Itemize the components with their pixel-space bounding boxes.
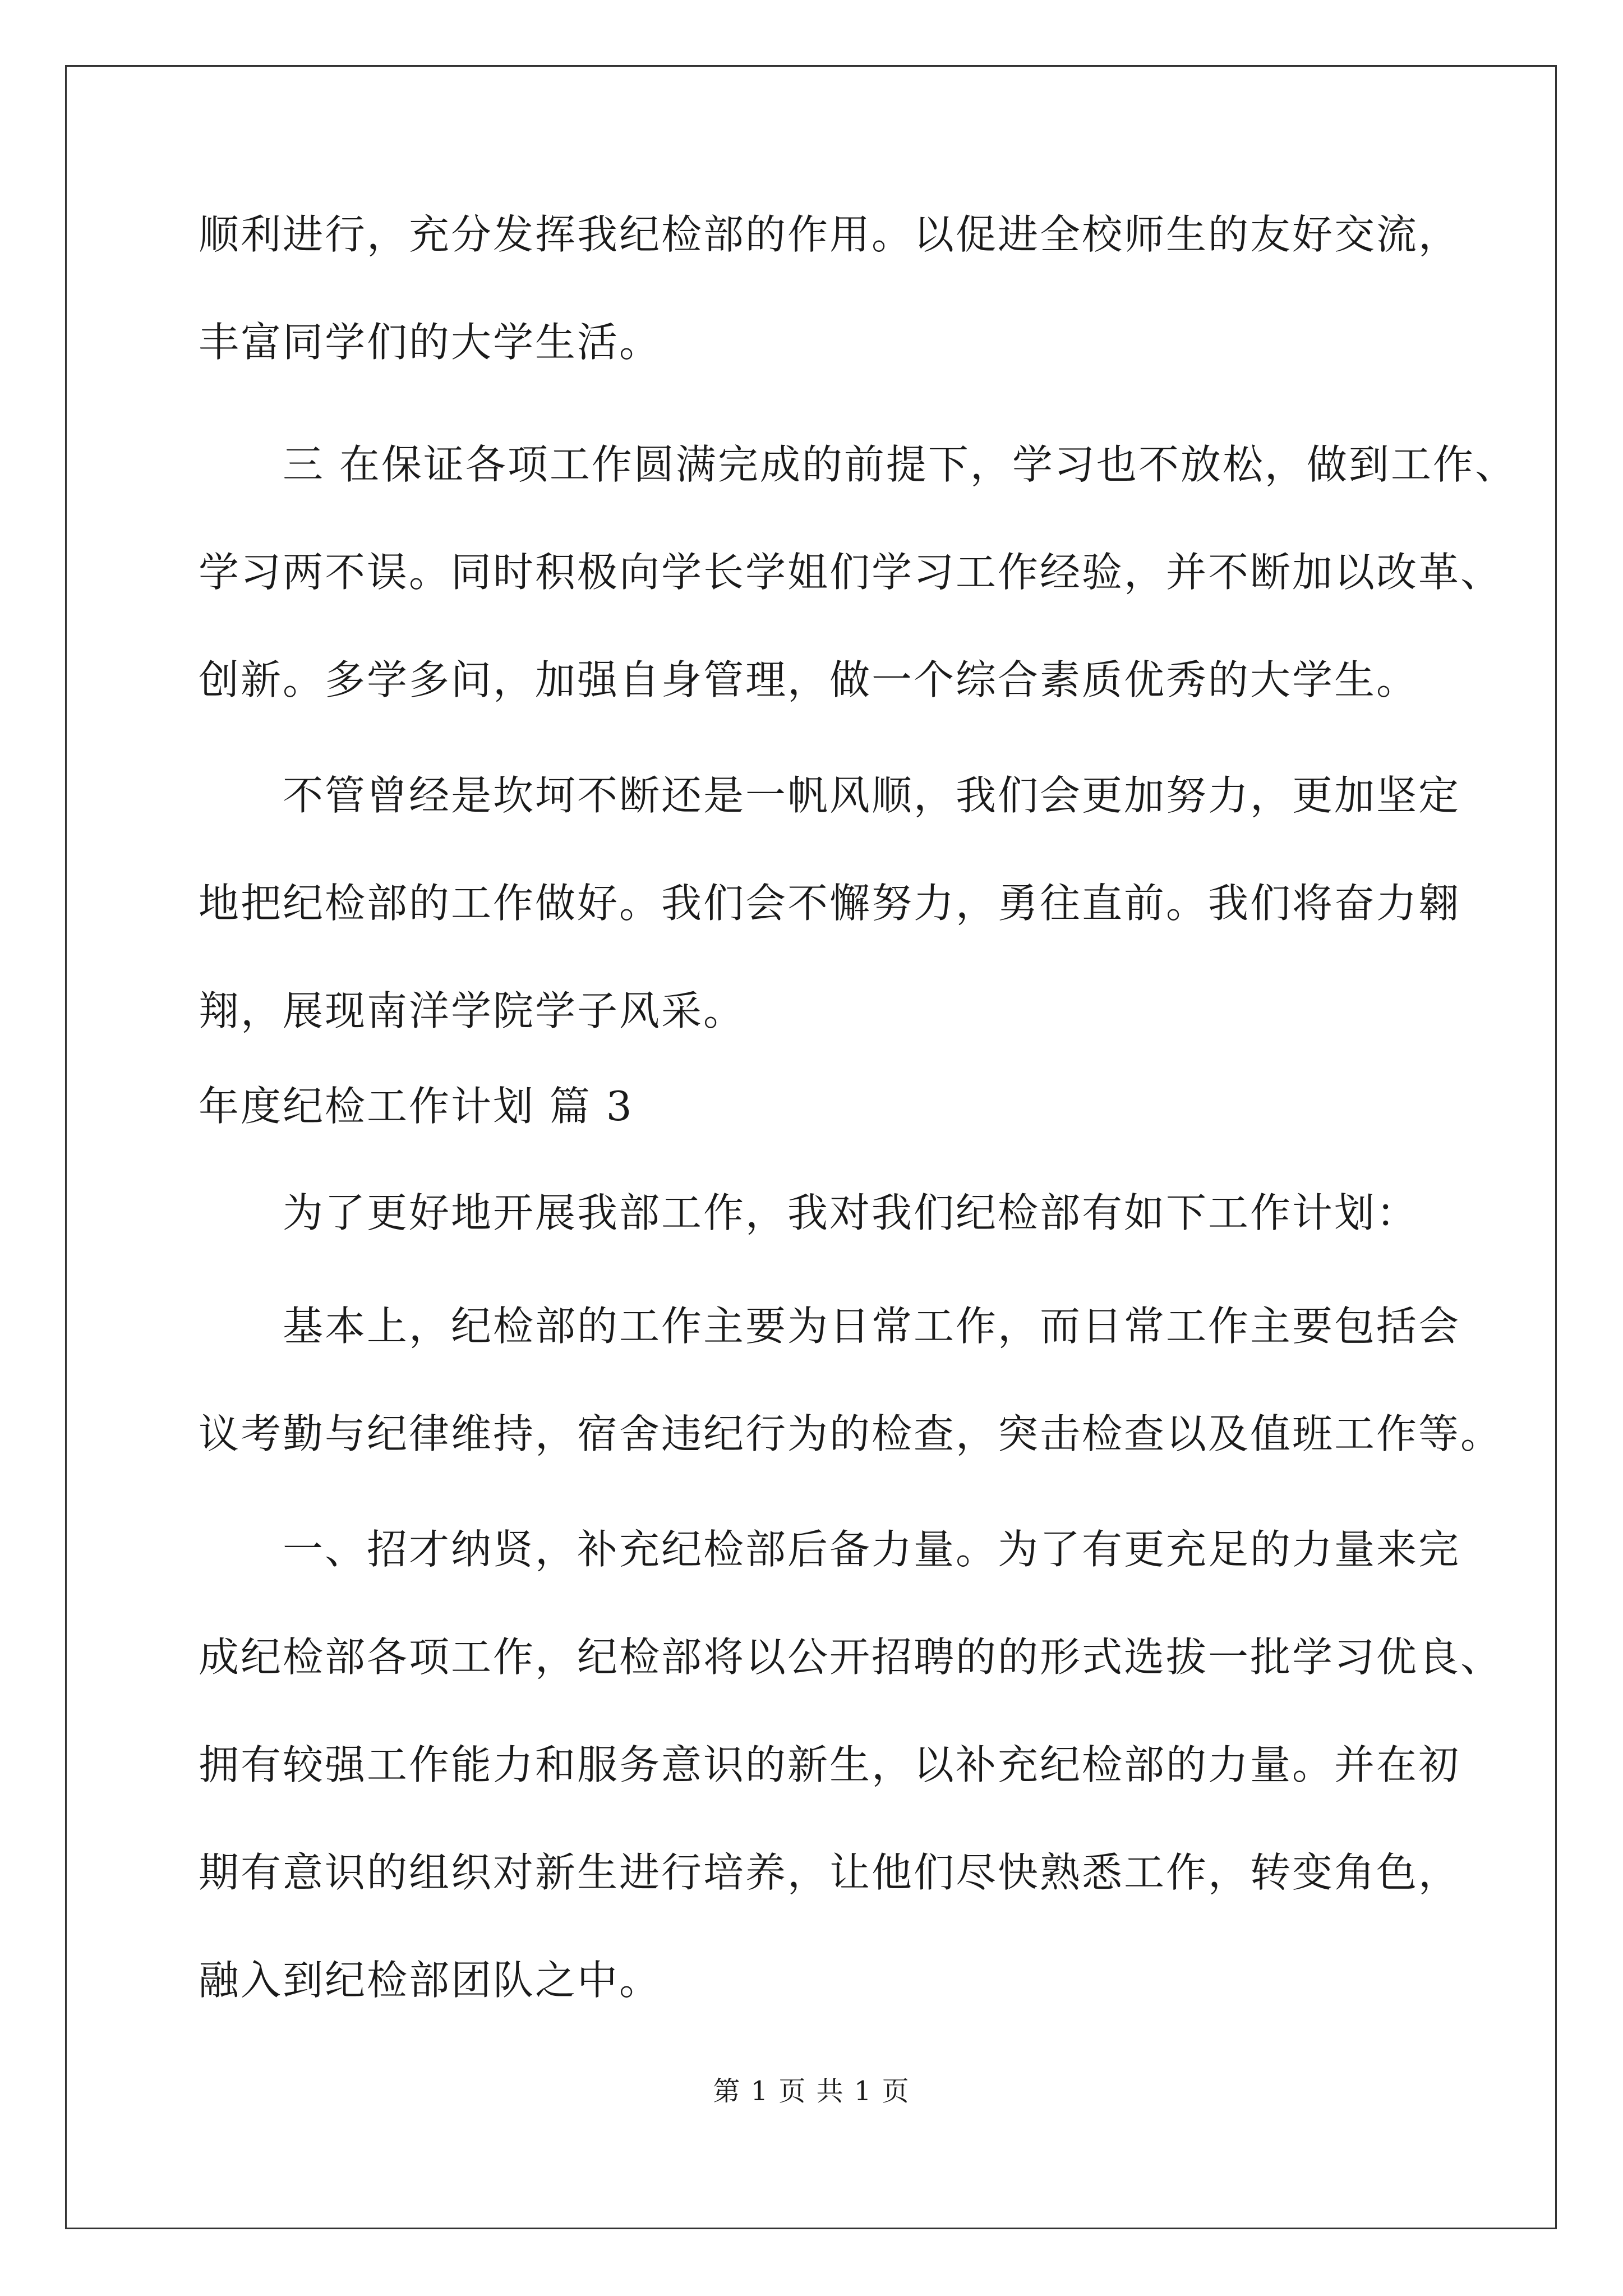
text-line: 创新。多学多问，加强自身管理，做一个综合素质优秀的大学生。 — [199, 656, 1419, 703]
text-line: 学习两不误。同时积极向学长学姐们学习工作经验，并不断加以改革、 — [199, 549, 1503, 596]
page-footer: 第 1 页 共 1 页 — [713, 2076, 910, 2107]
text-line: 丰富同学们的大学生活。 — [199, 319, 662, 366]
text-line: 地把纪检部的工作做好。我们会不懈努力，勇往直前。我们将奋力翱 — [199, 880, 1461, 927]
text-line: 三 在保证各项工作圆满完成的前提下，学习也不放松，做到工作、 — [283, 441, 1517, 488]
section-heading: 年度纪检工作计划 篇 3 — [199, 1083, 634, 1130]
text-line: 融入到纪检部团队之中。 — [199, 1957, 662, 2004]
text-line: 不管曾经是坎坷不断还是一帆风顺，我们会更加努力，更加坚定 — [283, 772, 1461, 819]
page-border — [65, 65, 1557, 2229]
text-line: 一、招才纳贤，补充纪检部后备力量。为了有更充足的力量来完 — [283, 1526, 1461, 1573]
text-line: 翔，展现南洋学院学子风采。 — [199, 987, 746, 1034]
text-line: 基本上，纪检部的工作主要为日常工作，而日常工作主要包括会 — [283, 1303, 1461, 1350]
text-line: 成纪检部各项工作，纪检部将以公开招聘的的形式选拔一批学习优良、 — [199, 1634, 1503, 1681]
text-line: 拥有较强工作能力和服务意识的新生，以补充纪检部的力量。并在初 — [199, 1741, 1461, 1788]
text-line: 期有意识的组织对新生进行培养，让他们尽快熟悉工作，转变角色， — [199, 1849, 1461, 1896]
text-line: 顺利进行，充分发挥我纪检部的作用。以促进全校师生的友好交流， — [199, 211, 1461, 258]
text-line: 议考勤与纪律维持，宿舍违纪行为的检查，突击检查以及值班工作等。 — [199, 1410, 1503, 1457]
text-line: 为了更好地开展我部工作，我对我们纪检部有如下工作计划： — [283, 1189, 1419, 1236]
